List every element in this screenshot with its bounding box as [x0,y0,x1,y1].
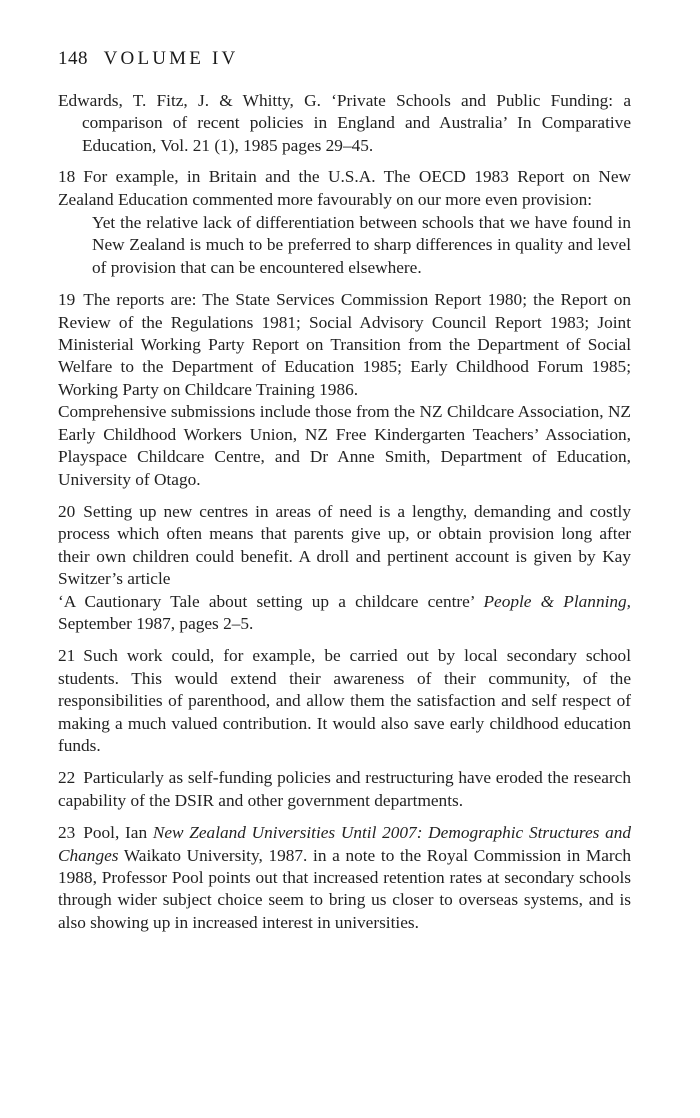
note-text: Waikato University, 1987. in a note to the Royal Commission in March 1988, Professor Pool points out that increased retention rates at secondary schools through wider subject choice seem to bring us closer to overseas systems, and is also showing up in increased interest in universities. [58,845,631,932]
reference-entry: Edwards, T. Fitz, J. & Whitty, G. ‘Private Schools and Public Funding: a comparison of recent policies in England and Australia’ In Comparative Education, Vol. 21 (1), 1985 pages 29–45. [58,91,631,155]
note-author: Pool, Ian [83,823,148,843]
note-text: Particularly as self-funding policies and restructuring have eroded the research capability of the DSIR and other government departments. [58,768,631,810]
volume-label: VOLUME IV [103,48,239,69]
note-text-continued: Comprehensive submissions include those from the NZ Childcare Association, NZ Early Childhood Workers Union, NZ Free Kindergarten Teachers’ Association, Playspace Childcare Centre, and Dr Anne Smith, Department of Education, University of Otago. [58,402,631,489]
note-text: Setting up new centres in areas of need is a lengthy, demanding and costly process which often means that parents give up, or obtain provision long after their own children could benefit. A droll and pertinent account is given by Kay Switzer’s article [58,501,631,589]
note-number: 18 [58,167,76,187]
article-citation [58,591,631,636]
note-21 [58,645,631,757]
note-19 [58,289,631,491]
block-quote: Yet the relative lack of differentiation between schools that we have found in New Zealand is much to be preferred to sharp differences in quality and level of provision that can be encountered elsewhere. [92,213,631,277]
note-text: For example, in Britain and the U.S.A. The OECD 1983 Report on New Zealand Education commented more favourably on our more even provision: [58,167,631,209]
note-number: 22 [58,768,76,788]
note-23 [58,822,631,934]
note-number: 19 [58,290,76,310]
page-number: 148 [58,48,88,69]
journal-title: People & Planning, [483,591,631,611]
book-title: New Zealand Universities Until 2007: Demographic Structures and Changes [58,823,631,865]
citation-date: September 1987, pages 2–5. [58,613,254,633]
note-number: 21 [58,646,76,666]
note-text: The reports are: The State Services Commission Report 1980; the Report on Review of the Regulations 1981; Social Advisory Council Report 1983; Joint Ministerial Working Party Report on Transition from the Department of Social Welfare to the Department of Education 1985; Early Childhood Forum 1985; Working Party on Childcare Training 1986. [58,290,631,399]
article-title: ‘A Cautionary Tale about setting up a childcare centre’ [58,591,475,611]
note-18 [58,166,631,211]
note-20 [58,501,631,635]
note-number: 23 [58,823,76,843]
note-22 [58,767,631,812]
running-header [58,48,238,70]
note-text: Such work could, for example, be carried out by local secondary school students. This would extend their awareness of their community, of the responsibilities of parenthood, and allow them the satisfaction and self respect of making a much valued contribution. It would also save early childhood education funds. [58,646,631,755]
notes-body [58,90,631,944]
note-number: 20 [58,501,76,521]
